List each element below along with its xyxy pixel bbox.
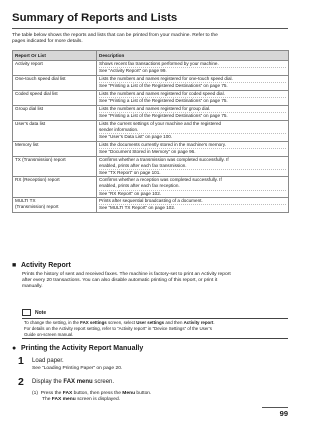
report-name: One-touch speed dial list [15,76,66,81]
note-line: For details on the Activity report setting, refer to “Activity report” in “Device Settings” of the User’s [24,325,212,331]
description-cell [97,141,289,156]
report-name: MULTI TX [15,197,36,203]
page-title: Summary of Reports and Lists [12,11,288,29]
report-name-cell [13,197,97,212]
page-reference: See “MULTI TX Report” on page 102. [99,204,286,211]
paragraph-line: after every 20 transactions. You can also disable automatic printing of this report, or print it [22,278,218,284]
report-name: Coded speed dial list [15,91,58,96]
note-icon [22,309,31,316]
page-reference: See “Printing a List of the Registered Destinations” on page 75. [99,112,286,119]
section-heading-activity-report: ■ Activity Report [12,262,71,269]
circle-bullet-icon: ● [12,345,17,352]
step-text: Display the FAX menu screen. [32,379,115,385]
table-row [13,76,289,91]
table-row [13,141,289,156]
activity-report-paragraph [22,272,288,291]
table-row [13,91,289,106]
description-cell [97,156,289,177]
report-name: RX (Reception) report [15,177,60,183]
description-text: Lists the numbers and names registered for group dial. [99,106,211,111]
description-cell [97,197,289,212]
reports-table [12,50,289,213]
description-text: Lists the documents currently stored in the machine’s memory. [99,141,226,147]
report-name-cell [13,177,97,198]
page-reference: See “RX Report” on page 102. [99,190,286,197]
table-row [13,61,289,76]
page-reference: See “Document Stored in Memory” on page 96. [99,148,286,155]
description-text: sender information. [99,127,139,133]
description-cell [97,76,289,91]
description-text: enabled, prints after each fax transmission. [99,162,187,168]
step-reference: See “Loading Printing Paper” on page 20. [32,366,123,371]
description-cell [97,91,289,106]
report-name: Memory list [15,141,39,147]
description-text: Confirms whether a transmission was completed successfully. If [99,156,229,162]
report-name-cell [13,141,97,156]
description-cell [97,61,289,76]
table-row [13,177,289,198]
table-row [13,156,289,177]
intro-paragraph [12,33,288,45]
column-header-report: Report Or List [13,51,97,61]
step-text: Load paper. [32,358,64,364]
description-cell [97,177,289,198]
paragraph-line: manually. [22,284,43,290]
paragraph-line: Prints the history of sent and received faxes. The machine is factory-set to print an Activity report [22,272,231,277]
section-heading-print-manually: ● Printing the Activity Report Manually [12,345,144,352]
substep-result: The FAX menu screen is displayed. [42,397,121,402]
table-row [13,106,289,121]
note-label: Note [22,309,46,317]
report-name: Activity report [15,61,43,66]
report-name-cell [13,156,97,177]
description-text: Lists the current settings of your machine and the registered [99,121,222,126]
description-text: Prints after sequential broadcasting of a document. [99,197,203,203]
description-text: Confirms whether a reception was completed successfully. If [99,177,222,183]
page-number: 99 [262,407,288,418]
page-reference: See “TX Report” on page 101. [99,169,286,176]
intro-line: The table below shows the reports and lists that can be printed from your machine. Refer to the [12,33,218,38]
note-box [22,318,288,339]
report-name-cell [13,106,97,121]
table-row [13,197,289,212]
description-text: Lists the numbers and names registered for one-touch speed dial. [99,76,233,81]
report-name-cell [13,121,97,142]
description-cell [97,121,289,142]
report-name: User’s data list [15,121,46,126]
step-number: 2 [18,376,24,388]
report-name: Group dial list [15,106,44,111]
step-number: 1 [18,355,24,367]
description-text: Lists the numbers and names registered for coded speed dial. [99,91,225,96]
report-name-cell [13,91,97,106]
description-cell [97,106,289,121]
substep: (1) Press the FAX button, then press the Menu button. [32,391,152,396]
page-reference: See “Activity Report” on page 99. [99,67,286,74]
table-row [13,121,289,142]
description-text: Shows recent fax transactions performed by your machine. [99,61,219,66]
report-name: (Transmission) report [15,204,59,210]
page-reference: See “Printing a List of the Registered Destinations” on page 75. [99,82,286,89]
report-name: TX (Transmission) report [15,156,66,162]
description-text: enabled, prints after each fax reception. [99,183,180,189]
column-header-description: Description [97,51,289,61]
table-header-row [13,51,289,61]
note-line: Guide on-screen manual. [24,331,74,337]
page-reference: See “User’s Data List” on page 100. [99,133,286,140]
page-reference: See “Printing a List of the Registered Destinations” on page 75. [99,97,286,104]
square-bullet-icon: ■ [12,262,17,269]
intro-line: pages indicated for more details. [12,39,83,45]
report-name-cell [13,76,97,91]
report-name-cell [13,61,97,76]
note-line: To change the setting, in the FAX settings screen, select User settings and then Activity report. [24,320,215,325]
